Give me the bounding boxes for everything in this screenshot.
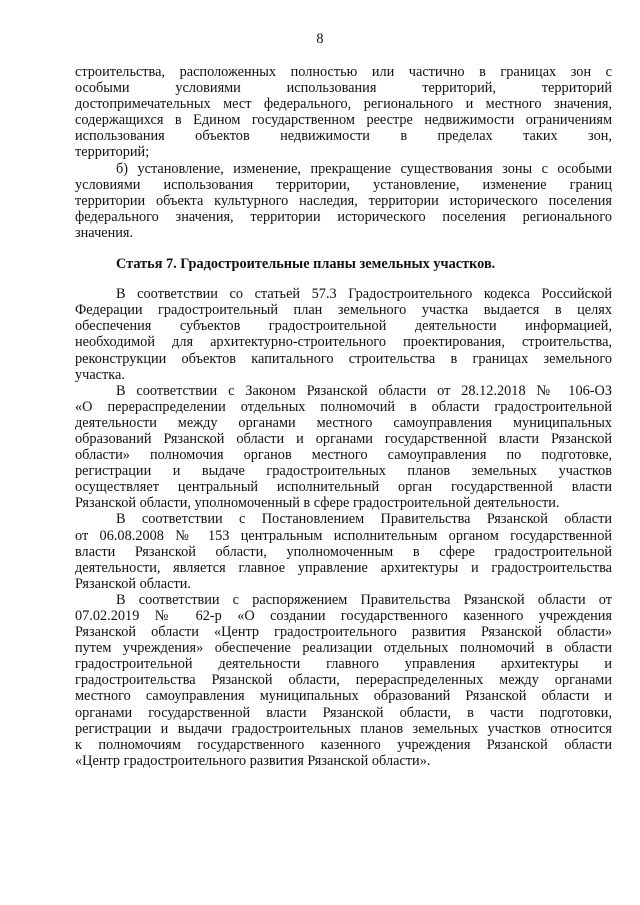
text-line: Рязанской области «Центр градостроительного развития Рязанской области»	[75, 624, 612, 641]
text-line: осуществляет центральный исполнительный орган государственной власти	[75, 479, 612, 496]
document-body	[75, 64, 612, 769]
text-line: федерального значения, территории исторического поселения регионального	[75, 208, 612, 225]
text-line: «Центр градостроительного развития Рязанской области».	[75, 752, 431, 769]
text-line: Рязанской области.	[75, 575, 191, 592]
text-line: использования объектов недвижимости в пределах таких зон,	[75, 128, 612, 145]
text-line: В соответствии с распоряжением Правительства Рязанской области от	[116, 591, 612, 608]
article-paragraph-1	[75, 286, 612, 383]
intro-paragraph-2	[75, 161, 612, 241]
text-line: обеспечения субъектов градостроительной деятельности информацией,	[75, 318, 612, 335]
text-line: к полномочиям государственного казенного учреждения Рязанской области	[75, 736, 612, 753]
text-line: «О перераспределении отдельных полномочий в области градостроительной	[75, 398, 612, 415]
text-line: регистрации и выдачи градостроительных планов земельных участков относится	[75, 720, 612, 737]
text-line: Федерации градостроительный план земельного участка выдается в целях	[75, 302, 612, 319]
pre-article-section	[75, 64, 612, 241]
intro-paragraph-1	[75, 64, 612, 161]
article-heading: Статья 7. Градостроительные планы земельных участков.	[116, 256, 496, 273]
text-line: деятельности, является главное управление архитектуры и градостроительства	[75, 559, 612, 576]
article-section	[75, 286, 612, 769]
text-line: В соответствии со статьей 57.3 Градостроительного кодекса Российской	[116, 286, 612, 303]
text-line: области» полномочия органов местного самоуправления по подготовке,	[75, 447, 612, 464]
text-line: содержащихся в Едином государственном реестре недвижимости ограничениям	[75, 112, 612, 129]
text-line: территорий;	[75, 144, 150, 161]
article-paragraph-2	[75, 383, 612, 512]
text-line: местного самоуправления муниципальных образований Рязанской области и	[75, 688, 612, 705]
text-line: территории объекта культурного наследия, территории исторического поселения	[75, 192, 612, 209]
text-line: регистрации и выдаче градостроительных планов земельных участков	[75, 463, 612, 480]
page-number: 8	[316, 31, 324, 47]
article-paragraph-4	[75, 592, 612, 769]
text-line: деятельности между органами местного самоуправления муниципальных	[75, 414, 612, 431]
text-line: особыми условиями использования территорий, территорий	[75, 80, 612, 97]
text-line: 07.02.2019 № 62-р «О создании государственного казенного учреждения	[75, 608, 612, 624]
text-line: Рязанской области, уполномоченный в сфере градостроительной деятельности.	[75, 495, 560, 512]
text-line: достопримечательных мест федерального, регионального и местного значения,	[75, 96, 612, 113]
text-line: В соответствии с Законом Рязанской области от 28.12.2018 № 106-ОЗ	[116, 382, 612, 399]
article-paragraph-3	[75, 511, 612, 591]
text-line: В соответствии с Постановлением Правительства Рязанской области	[116, 511, 612, 528]
text-line: значения.	[75, 224, 134, 241]
text-line: строительства, расположенных полностью или частично в границах зон с	[75, 64, 612, 80]
text-line: органами государственной власти Рязанской области, в части подготовки,	[75, 704, 612, 721]
text-line: путем учреждения» обеспечение реализации отдельных полномочий в области	[75, 640, 612, 657]
text-line: образований Рязанской области и органами государственной власти Рязанской	[75, 430, 612, 447]
text-line: реконструкции объектов капитального строительства в границах земельного	[75, 350, 612, 367]
text-line: градостроительной деятельности главного управления архитектуры и	[75, 656, 612, 673]
text-line: необходимой для архитектурно-строительного проектирования, строительства,	[75, 334, 612, 351]
text-line: градостроительства Рязанской области, перераспределенных между органами	[75, 672, 612, 689]
text-line: от 06.08.2008 № 153 центральным исполнительным органом государственной	[75, 527, 612, 544]
text-line: б) установление, изменение, прекращение существования зоны с особыми	[116, 160, 612, 177]
text-line: власти Рязанской области, уполномоченным в сфере градостроительной	[75, 543, 612, 560]
text-line: условиями использования территории, установление, изменение границ	[75, 176, 612, 193]
text-line: участка.	[75, 366, 125, 383]
